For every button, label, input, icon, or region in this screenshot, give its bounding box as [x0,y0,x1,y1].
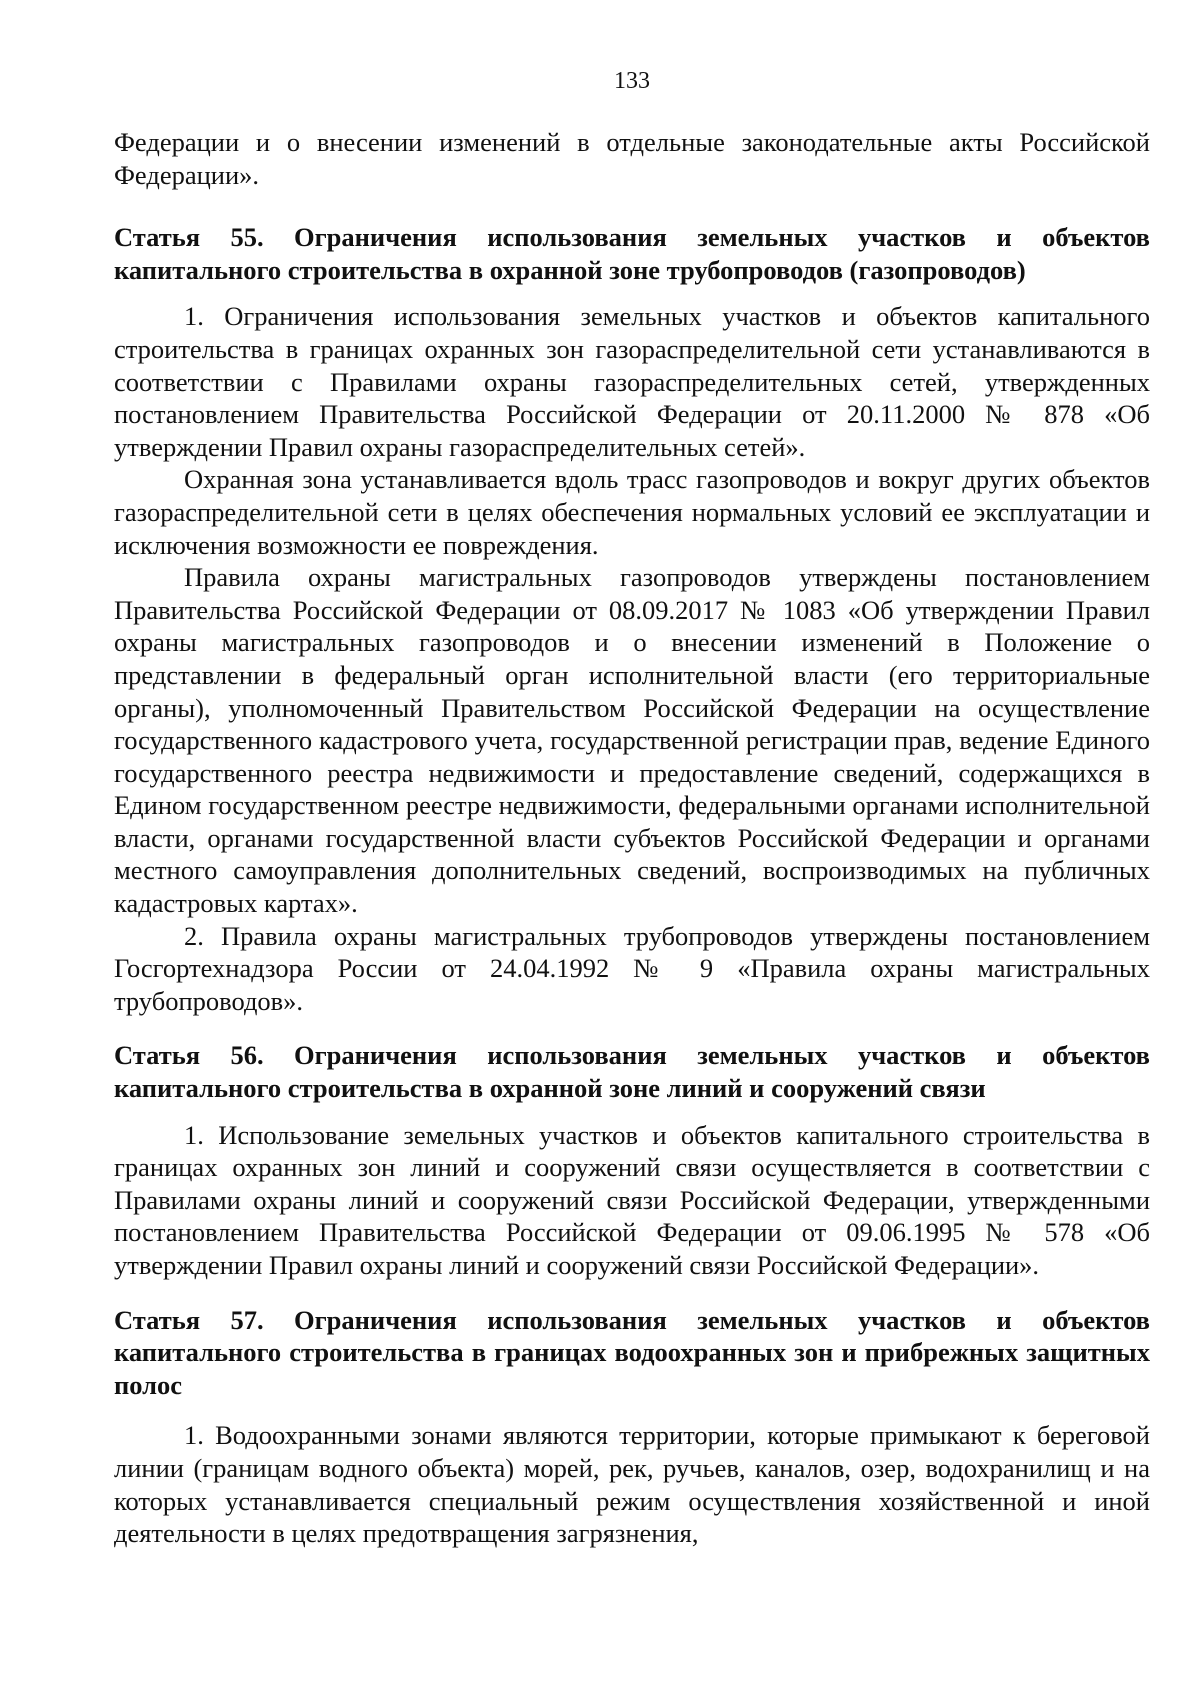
article-55-paragraph-1: 1. Ограничения использования земельных участков и объектов капитального строительства в границах охранных зон газораспределительной сети устанавливаются в соответствии с Правилами охраны газораспределительных сетей, утвержденных постановлением Правительства Российской Федерации от 20.11.2000 № 878 «Об утверждении Правил охраны газораспределительных сетей». [114,301,1150,462]
article-55-paragraph-2: Охранная зона устанавливается вдоль трасс газопроводов и вокруг других объектов газораспределительной сети в целях обеспечения нормальных условий ее эксплуатации и исключения возможности ее повреждения. [114,464,1150,560]
article-55-paragraph-4: 2. Правила охраны магистральных трубопроводов утверждены постановлением Госгортехнадзора России от 24.04.1992 № 9 «Правила охраны магистральных трубопроводов». [114,920,1150,1016]
article-57-heading: Статья 57. Ограничения использования земельных участков и объектов капитального строительства в границах водоохранных зон и прибрежных защитных полос [114,1304,1150,1400]
article-55-heading: Статья 55. Ограничения использования земельных участков и объектов капитального строительства в охранной зоне трубопроводов (газопроводов) [114,222,1150,285]
article-56-heading: Статья 56. Ограничения использования земельных участков и объектов капитального строительства в охранной зоне линий и сооружений связи [114,1040,1150,1104]
article-55-paragraph-3: Правила охраны магистральных газопроводов утверждены постановлением Правительства Российской Федерации от 08.09.2017 № 1083 «Об утверждении Правил охраны магистральных газопроводов и о внесении изменений в Положение о представлении в федеральный орган исполнительной власти (его территориальные органы), уполномоченный Правительством Российской Федерации на осуществление государственного кадастрового учета, государственной регистрации прав, ведение Единого государственного реестра недвижимости и предоставление сведений, содержащихся в Едином государственном реестре недвижимости, федеральными органами исполнительной власти, органами государственной власти субъектов Российской Федерации и органами местного самоуправления дополнительных сведений, воспроизводимых на публичных кадастровых картах». [114,562,1150,919]
article-57-paragraph-1: 1. Водоохранными зонами являются территории, которые примыкают к береговой линии (границам водного объекта) морей, рек, ручьев, каналов, озер, водохранилищ и на которых устанавливается специальный режим осуществления хозяйственной и иной деятельности в целях предотвращения загрязнения, [114,1420,1150,1549]
page-number: 133 [614,68,650,94]
continuation-paragraph: Федерации и о внесении изменений в отдельные законодательные акты Российской Федерации». [114,127,1150,190]
article-56-paragraph-1: 1. Использование земельных участков и объектов капитального строительства в границах охранных зон линий и сооружений связи осуществляется в соответствии с Правилами охраны линий и сооружений связи Российской Федерации, утвержденными постановлением Правительства Российской Федерации от 09.06.1995 № 578 «Об утверждении Правил охраны линий и сооружений связи Российской Федерации». [114,1119,1150,1280]
